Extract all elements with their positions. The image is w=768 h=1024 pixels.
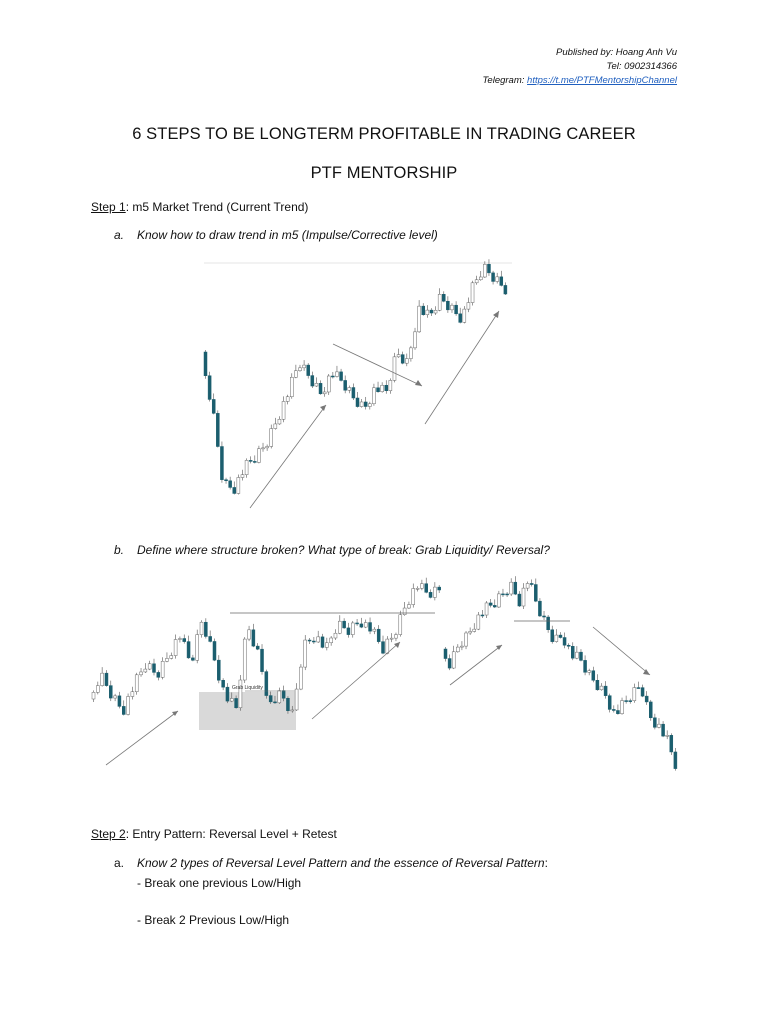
telegram-line — [483, 74, 678, 88]
bull-candle — [144, 669, 147, 672]
bull-candle — [465, 633, 468, 646]
bull-candle — [393, 357, 396, 381]
bull-candle — [452, 652, 455, 668]
bull-candle — [477, 615, 480, 629]
bear-candle — [538, 601, 541, 616]
bull-candle — [414, 332, 417, 348]
trend-line-up-1 — [106, 711, 178, 765]
bull-candle — [372, 388, 375, 404]
bear-candle — [183, 639, 186, 642]
step1-item-a — [114, 228, 714, 244]
bear-candle — [216, 413, 219, 446]
bull-candle — [405, 359, 408, 364]
bear-candle — [356, 398, 359, 407]
bull-candle — [463, 309, 466, 322]
bear-candle — [105, 673, 108, 685]
bull-candle — [148, 664, 151, 669]
bull-candle — [438, 294, 441, 310]
bull-candle — [335, 372, 338, 377]
bull-candle — [140, 672, 143, 675]
bear-candle — [256, 646, 259, 649]
bear-candle — [563, 638, 566, 646]
bull-candle — [200, 622, 203, 634]
step2-item-a-letter: a. — [114, 856, 125, 870]
trend-chart-m5 — [200, 258, 515, 513]
bull-candle — [522, 588, 525, 606]
bull-candle — [469, 631, 472, 633]
trend-line-down — [593, 627, 650, 675]
bull-candle — [600, 686, 603, 690]
bull-candle — [666, 735, 669, 736]
bear-candle — [356, 623, 359, 624]
bear-candle — [226, 687, 229, 701]
bull-candle — [245, 460, 248, 474]
bull-candle — [282, 401, 285, 419]
bull-candle — [303, 365, 306, 368]
bull-candle — [473, 629, 476, 631]
bull-candle — [266, 446, 269, 447]
bear-candle — [286, 698, 289, 710]
bull-candle — [330, 638, 333, 643]
bear-candle — [534, 585, 537, 602]
bear-candle — [209, 636, 212, 641]
bear-candle — [571, 646, 574, 658]
bull-candle — [360, 402, 363, 407]
bear-candle — [459, 314, 462, 323]
bear-candle — [584, 660, 587, 672]
bear-candle — [596, 680, 599, 690]
bull-candle — [96, 686, 99, 693]
bull-candle — [315, 383, 318, 386]
bear-candle — [612, 709, 615, 710]
bull-candle — [426, 310, 429, 315]
bear-candle — [233, 487, 236, 493]
bull-candle — [92, 692, 95, 699]
bull-candle — [274, 424, 277, 429]
step1-item-b-letter: b. — [114, 543, 125, 557]
bear-candle — [340, 372, 343, 381]
bear-candle — [204, 352, 207, 376]
bull-candle — [299, 667, 302, 689]
bear-candle — [551, 630, 554, 642]
trend-line-corrective — [333, 344, 422, 386]
publisher-info — [483, 46, 678, 88]
bear-candle — [369, 623, 372, 632]
bear-candle — [592, 671, 595, 681]
bull-candle — [389, 380, 392, 390]
bear-candle — [385, 385, 388, 390]
bull-candle — [257, 449, 260, 463]
bull-candle — [407, 605, 410, 608]
bull-candle — [170, 656, 173, 659]
bear-candle — [212, 399, 215, 413]
bear-candle — [225, 480, 228, 481]
bear-candle — [220, 447, 223, 480]
bear-candle — [249, 460, 252, 461]
bull-candle — [456, 647, 459, 652]
telegram-link[interactable]: https://t.me/PTFMentorshipChannel — [527, 75, 677, 86]
bear-candle — [429, 592, 432, 597]
bear-candle — [265, 672, 268, 696]
step2-bullet-2: - Break 2 Previous Low/High — [137, 913, 290, 927]
bull-candle — [237, 477, 240, 493]
bull-candle — [127, 696, 130, 714]
bull-candle — [270, 429, 273, 447]
bear-candle — [208, 376, 211, 400]
bull-candle — [327, 376, 330, 392]
bear-candle — [662, 724, 665, 736]
bull-candle — [526, 583, 529, 588]
bear-candle — [446, 301, 449, 310]
bear-candle — [629, 701, 632, 702]
bear-candle — [377, 629, 380, 641]
bull-candle — [450, 305, 453, 310]
bear-candle — [347, 628, 350, 635]
bear-candle — [253, 461, 256, 462]
bull-candle — [467, 303, 470, 310]
bull-candle — [479, 277, 482, 280]
bear-candle — [213, 641, 216, 660]
bear-candle — [229, 481, 232, 488]
step2-text: : Entry Pattern: Reversal Level + Retest — [125, 827, 337, 841]
bull-candle — [248, 630, 251, 639]
bull-candle — [334, 633, 337, 638]
step1-text: : m5 Market Trend (Current Trend) — [125, 200, 309, 214]
bear-candle — [608, 696, 611, 710]
bear-candle — [438, 587, 441, 590]
bear-candle — [352, 388, 355, 398]
bear-candle — [118, 696, 121, 707]
bear-candle — [579, 652, 582, 660]
step2-item-a-suffix: : — [544, 856, 548, 870]
bull-candle — [294, 371, 297, 378]
bull-candle — [243, 639, 246, 680]
bear-candle — [282, 691, 285, 699]
bear-candle — [645, 696, 648, 702]
bear-candle — [152, 664, 155, 673]
structure-break-chart — [90, 565, 680, 773]
bear-candle — [674, 752, 677, 769]
chart1-candles — [204, 259, 507, 494]
step2-item-a-text: Know 2 types of Reversal Level Pattern and the essence of Reversal Pattern — [137, 856, 545, 870]
arrow-head — [493, 311, 499, 318]
bull-candle — [368, 404, 371, 407]
trend-line-up-2 — [312, 642, 400, 719]
bear-candle — [312, 641, 315, 642]
bull-candle — [178, 639, 181, 640]
bear-candle — [493, 605, 496, 607]
bear-candle — [331, 376, 334, 377]
published-by: Published by: Hoang Anh Vu — [556, 47, 677, 58]
bear-candle — [442, 294, 445, 301]
bear-candle — [319, 383, 322, 393]
bear-candle — [401, 355, 404, 364]
bear-candle — [222, 680, 225, 687]
bear-candle — [269, 696, 272, 702]
bear-candle — [492, 273, 495, 282]
bear-candle — [252, 630, 255, 646]
chart2-candles — [92, 576, 677, 770]
bull-candle — [416, 588, 419, 589]
bull-candle — [351, 623, 354, 635]
bear-candle — [422, 306, 425, 315]
bull-candle — [418, 306, 421, 332]
bull-candle — [161, 661, 164, 677]
bull-candle — [403, 608, 406, 615]
bull-candle — [397, 355, 400, 357]
bull-candle — [373, 629, 376, 631]
bull-candle — [409, 348, 412, 359]
step2-bullet-1: - Break one previous Low/High — [137, 876, 302, 890]
bull-candle — [348, 388, 351, 391]
bull-candle — [394, 635, 397, 639]
bull-candle — [278, 691, 281, 703]
trend-line-impulse-1 — [250, 405, 326, 508]
bear-candle — [261, 649, 264, 671]
bear-candle — [343, 621, 346, 628]
bear-candle — [514, 582, 517, 594]
bull-candle — [262, 448, 265, 449]
bull-candle — [471, 283, 474, 303]
bull-candle — [291, 710, 294, 711]
document-subtitle: PTF MENTORSHIP — [310, 164, 458, 182]
document-title: 6 STEPS TO BE LONGTERM PROFITABLE IN TRADING CAREER — [132, 125, 636, 143]
bear-candle — [455, 305, 458, 314]
chart1-trendlines — [250, 311, 499, 508]
step1-item-a-text: Know how to draw trend in m5 (Impulse/Corrective level) — [137, 228, 438, 242]
bear-candle — [530, 583, 533, 584]
bear-candle — [360, 624, 363, 627]
bear-candle — [616, 710, 619, 713]
bear-candle — [344, 380, 347, 390]
bull-candle — [483, 264, 486, 277]
bull-candle — [412, 589, 415, 605]
grab-liquidity-label: Grab Liquidity — [232, 685, 263, 691]
bull-candle — [174, 640, 177, 656]
bear-candle — [567, 645, 570, 646]
bear-candle — [637, 688, 640, 689]
liquidity-zone — [199, 692, 296, 730]
bull-candle — [317, 637, 320, 642]
bear-candle — [641, 688, 644, 696]
bull-candle — [135, 675, 138, 692]
bull-candle — [230, 698, 233, 701]
bear-candle — [481, 615, 484, 616]
bear-candle — [625, 701, 628, 702]
bear-candle — [217, 660, 220, 680]
telegram-label: Telegram: — [482, 75, 528, 86]
bull-candle — [555, 635, 558, 642]
bear-candle — [425, 584, 428, 593]
bear-candle — [187, 642, 190, 658]
bear-candle — [204, 622, 207, 636]
bull-candle — [364, 623, 367, 628]
bear-candle — [308, 640, 311, 641]
bull-candle — [621, 701, 624, 714]
step1-item-a-letter: a. — [114, 228, 125, 242]
trend-line-impulse-2 — [425, 311, 499, 424]
bear-candle — [543, 616, 546, 617]
bear-candle — [157, 672, 160, 677]
bear-candle — [670, 735, 673, 752]
bear-candle — [122, 706, 125, 714]
bull-candle — [420, 584, 423, 589]
bull-candle — [298, 368, 301, 371]
bear-candle — [444, 649, 447, 659]
bull-candle — [295, 689, 298, 710]
step1-heading — [91, 200, 308, 214]
step1-label: Step 1 — [91, 200, 126, 214]
bear-candle — [364, 402, 367, 407]
bull-candle — [496, 277, 499, 282]
bull-candle — [381, 385, 384, 392]
bear-candle — [311, 376, 314, 386]
bear-candle — [518, 594, 521, 606]
bear-candle — [273, 702, 276, 703]
bear-candle — [501, 594, 504, 595]
bull-candle — [290, 377, 293, 396]
phone-number: Tel: 0902314366 — [606, 61, 677, 72]
bull-candle — [323, 392, 326, 394]
bull-candle — [657, 724, 660, 727]
bull-candle — [460, 646, 463, 647]
bull-candle — [497, 594, 500, 607]
bear-candle — [377, 388, 380, 392]
arrow-head — [320, 405, 326, 411]
bear-candle — [653, 718, 656, 728]
bear-candle — [489, 603, 492, 605]
bull-candle — [433, 587, 436, 597]
bull-candle — [386, 639, 389, 653]
bear-candle — [191, 658, 194, 660]
bull-candle — [475, 280, 478, 283]
step1-item-b-text: Define where structure broken? What type of break: Grab Liquidity/ Reversal? — [137, 543, 550, 557]
bull-candle — [241, 475, 244, 478]
bull-candle — [338, 621, 341, 633]
bull-candle — [434, 310, 437, 313]
bear-candle — [430, 310, 433, 313]
bear-candle — [382, 642, 385, 654]
bull-candle — [485, 603, 488, 615]
bull-candle — [510, 582, 513, 594]
bear-candle — [506, 594, 509, 595]
bear-candle — [321, 637, 324, 648]
bear-candle — [649, 702, 652, 718]
bull-candle — [114, 696, 117, 698]
arrow-head — [394, 642, 400, 648]
bull-candle — [196, 635, 199, 661]
bear-candle — [448, 659, 451, 669]
bull-candle — [131, 692, 134, 697]
step1-item-b — [114, 543, 734, 559]
step2-item-a — [114, 856, 734, 872]
bull-candle — [399, 615, 402, 635]
bull-candle — [101, 673, 104, 685]
bear-candle — [604, 686, 607, 696]
bear-candle — [504, 285, 507, 294]
bull-candle — [286, 397, 289, 402]
step2-item-a-text-wrap — [137, 856, 548, 870]
bull-candle — [325, 643, 328, 648]
bear-candle — [487, 264, 490, 273]
bear-candle — [547, 617, 550, 630]
bear-candle — [559, 635, 562, 637]
bull-candle — [633, 688, 636, 701]
bull-candle — [575, 652, 578, 658]
bear-candle — [500, 277, 503, 286]
bear-candle — [307, 365, 310, 375]
bull-candle — [304, 640, 307, 667]
bull-candle — [278, 419, 281, 424]
step2-heading — [91, 827, 337, 841]
bull-candle — [588, 671, 591, 673]
bear-candle — [235, 698, 238, 707]
bull-candle — [165, 658, 168, 661]
bear-candle — [109, 686, 112, 698]
bull-candle — [390, 638, 393, 639]
step2-label: Step 2 — [91, 827, 126, 841]
